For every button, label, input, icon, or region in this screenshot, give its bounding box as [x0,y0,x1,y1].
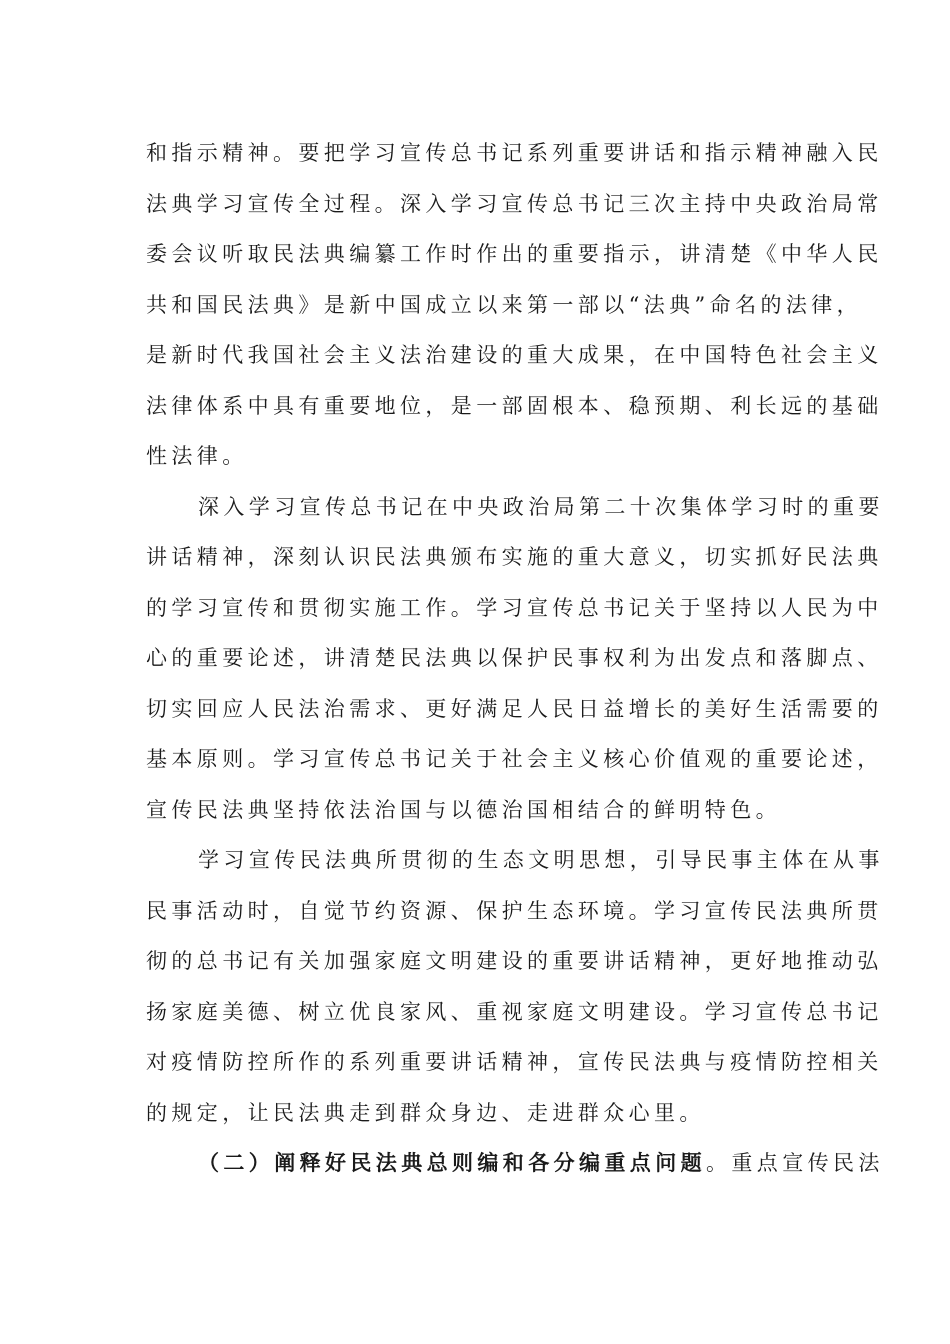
text-line: 的规定，让民法典走到群众身边、走进群众心里。 [146,1100,705,1125]
text-line: 心的重要论述，讲清楚民法典以保护民事权利为出发点和落脚点、 [146,646,883,670]
paragraph-start-line: 学习宣传民法典所贯彻的生态文明思想，引导民事主体在从事 [198,848,884,872]
section-heading-line [146,1138,884,1189]
text-line: 法律体系中具有重要地位，是一部固根本、稳预期、利长远的基础 [146,393,883,418]
text-line: 法典学习宣传全过程。深入学习宣传总书记三次主持中央政治局常 [146,191,883,216]
text-line: 是新时代我国社会主义法治建设的重大成果，在中国特色社会主义 [146,343,883,367]
text-line: 切实回应人民法治需求、更好满足人民日益增长的美好生活需要的 [146,696,883,721]
text-line: 共和国民法典》是新中国成立以来第一部以“法典”命名的法律， [146,292,863,317]
paragraph-start-line: 深入学习宣传总书记在中央政治局第二十次集体学习时的重要 [198,494,884,519]
section-lead-text: 。重点宣传民法 [706,1151,884,1175]
body-text [146,128,884,1189]
text-line: 性法律。 [146,444,248,468]
text-line: 彻的总书记有关加强家庭文明建设的重要讲话精神，更好地推动弘 [146,949,883,973]
text-line: 讲话精神，深刻认识民法典颁布实施的重大意义，切实抓好民法典 [146,545,883,569]
text-line: 基本原则。学习宣传总书记关于社会主义核心价值观的重要论述， [146,747,883,771]
text-line: 对疫情防控所作的系列重要讲话精神，宣传民法典与疫情防控相关 [146,1050,883,1074]
text-line: 宣传民法典坚持依法治国与以德治国相结合的鲜明特色。 [146,797,781,822]
text-line: 民事活动时，自觉节约资源、保护生态环境。学习宣传民法典所贯 [146,898,883,923]
section-heading: （二）阐释好民法典总则编和各分编重点问题 [198,1150,706,1175]
text-line: 委会议听取民法典编纂工作时作出的重要指示，讲清楚《中华人民 [146,242,883,266]
text-line: 和指示精神。要把学习宣传总书记系列重要讲话和指示精神融入民 [146,141,883,165]
text-line: 扬家庭美德、树立优良家风、重视家庭文明建设。学习宣传总书记 [146,999,883,1024]
text-line: 的学习宣传和贯彻实施工作。学习宣传总书记关于坚持以人民为中 [146,595,883,620]
